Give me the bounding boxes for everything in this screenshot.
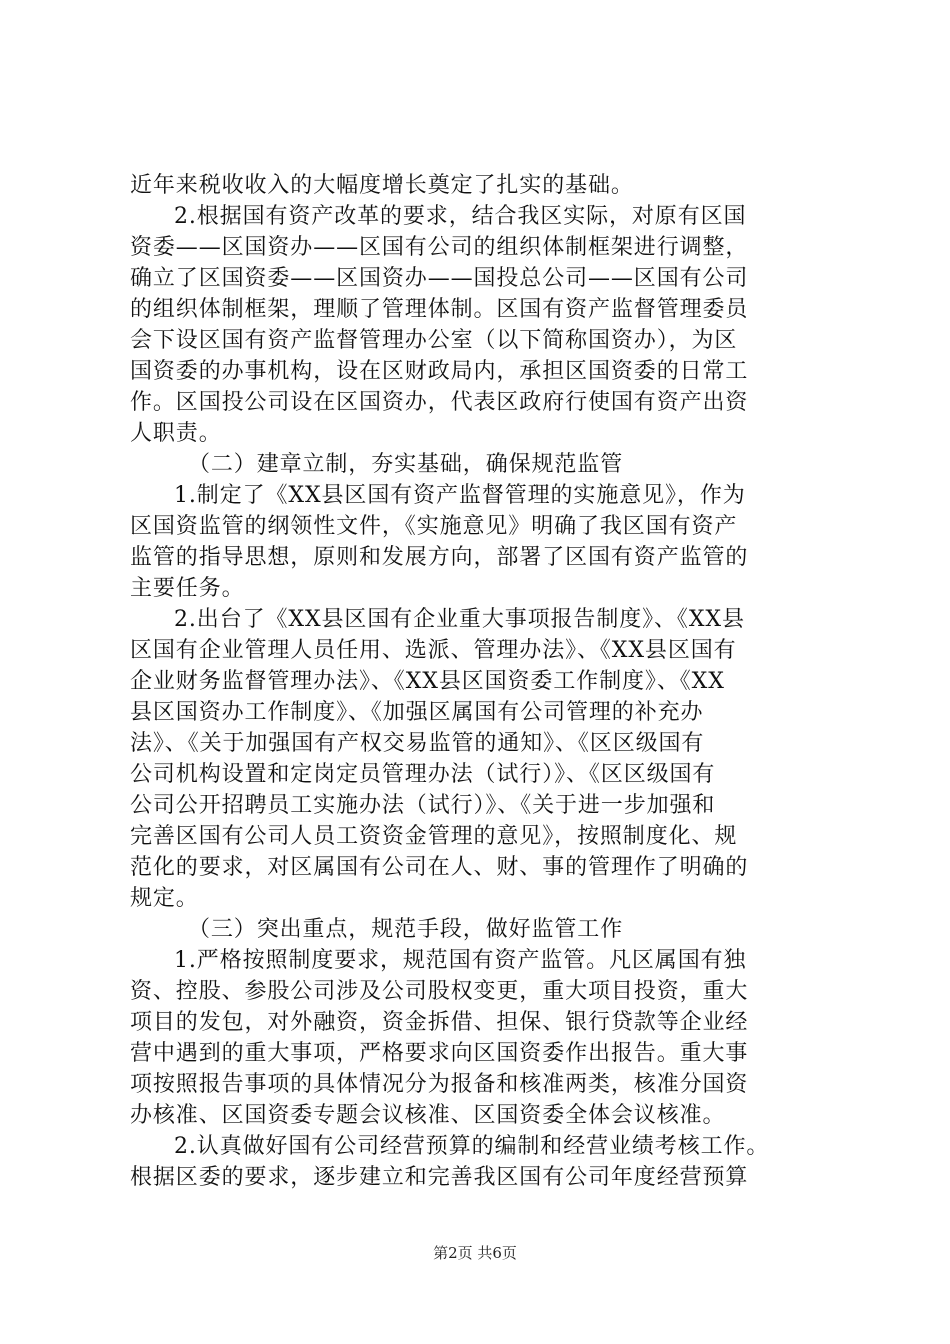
text-line: 人职责。 (130, 421, 222, 446)
text-line: 监管的指导思想，原则和发展方向，部署了区国有资产监管的 (130, 545, 749, 570)
text-line: 公司机构设置和定岗定员管理办法（试行）》、《区区级国有 (130, 762, 716, 787)
text-line: 营中遇到的重大事项，严格要求向区国资委作出报告。重大事 (130, 1041, 749, 1066)
text-line: 会下设区国有资产监督管理办公室（以下简称国资办），为区 (130, 328, 738, 353)
text-line: 2.出台了《XX县区国有企业重大事项报告制度》、《XX县 (174, 607, 745, 632)
text-line: 资委——区国资办——区国有公司的组织体制框架进行调整， (130, 235, 749, 260)
section-heading-line: （二）建章立制，夯实基础，确保规范监管 (188, 452, 624, 477)
text-line: 主要任务。 (130, 576, 245, 601)
text-line: 范化的要求，对区属国有公司在人、财、事的管理作了明确的 (130, 855, 749, 880)
text-line: 2.认真做好国有公司经营预算的编制和经营业绩考核工作。 (174, 1134, 770, 1159)
text-line: 完善区国有公司人员工资资金管理的意见》，按照制度化、规 (130, 824, 738, 849)
text-line: 规定。 (130, 886, 199, 911)
text-line: 法》、《关于加强国有产权交易监管的通知》、《区区级国有 (130, 731, 705, 756)
text-line: 国资委的办事机构，设在区财政局内，承担区国资委的日常工 (130, 359, 749, 384)
text-line: 1.制定了《XX县区国有资产监督管理的实施意见》，作为 (174, 483, 746, 508)
text-line: 近年来税收收入的大幅度增长奠定了扎实的基础。 (130, 173, 634, 198)
text-line: 公司公开招聘员工实施办法（试行）》、《关于进一步加强和 (130, 793, 716, 818)
text-line: 项按照报告事项的具体情况分为报备和核准两类，核准分国资 (130, 1072, 749, 1097)
section-heading-line: （三）突出重点，规范手段，做好监管工作 (188, 917, 624, 942)
text-line: 作。区国投公司设在区国资办，代表区政府行使国有资产出资 (130, 390, 749, 415)
text-line: 2.根据国有资产改革的要求，结合我区实际，对原有区国 (174, 204, 747, 229)
text-line: 区国资监管的纲领性文件，《实施意见》明确了我区国有资产 (130, 514, 738, 539)
text-line: 根据区委的要求，逐步建立和完善我区国有公司年度经营预算 (130, 1165, 749, 1190)
text-line: 资、控股、参股公司涉及公司股权变更，重大项目投资，重大 (130, 979, 749, 1004)
text-line: 1.严格按照制度要求，规范国有资产监管。凡区属国有独 (174, 948, 747, 973)
page-footer: 第2页 共6页 (433, 1244, 517, 1262)
text-line: 县区国资办工作制度》、《加强区属国有公司管理的补充办 (130, 700, 704, 725)
text-line: 企业财务监督管理办法》、《XX县区国资委工作制度》、《XX (130, 669, 725, 694)
text-line: 确立了区国资委——区国资办——国投总公司——区国有公司 (130, 266, 749, 291)
text-line: 区国有企业管理人员任用、选派、管理办法》、《XX县区国有 (130, 638, 737, 663)
text-line: 的组织体制框架，理顺了管理体制。区国有资产监督管理委员 (130, 297, 749, 322)
document-body (130, 170, 830, 1193)
text-line: 办核准、区国资委专题会议核准、区国资委全体会议核准。 (130, 1103, 726, 1128)
text-line: 项目的发包，对外融资，资金拆借、担保、银行贷款等企业经 (130, 1010, 749, 1035)
